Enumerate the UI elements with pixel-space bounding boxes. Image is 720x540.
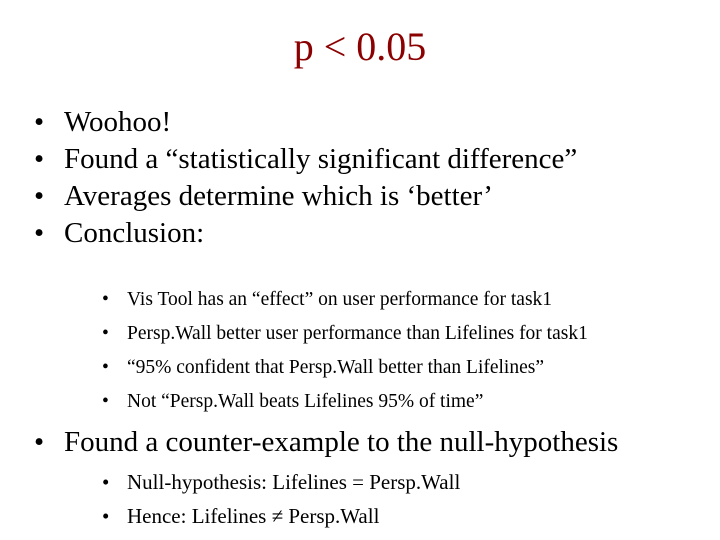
sub-bullet-item	[102, 283, 588, 317]
bullet-icon: •	[102, 323, 109, 344]
bullet-icon: •	[102, 470, 110, 494]
second-bullet-list	[34, 424, 618, 461]
sub-bullet-item	[102, 351, 588, 385]
sub-bullet-item	[102, 385, 588, 419]
bullet-icon: •	[102, 289, 109, 310]
conclusion-sub-list	[102, 283, 588, 419]
main-bullet-text: Woohoo!	[64, 106, 172, 138]
sub-bullet-text: Hence: Lifelines ≠ Persp.Wall	[127, 504, 380, 528]
main-bullet-list	[34, 104, 577, 252]
main-bullet-item	[34, 215, 577, 252]
bullet-icon: •	[34, 217, 45, 249]
bullet-icon: •	[102, 504, 110, 528]
sub-bullet-text: Vis Tool has an “effect” on user performance for task1	[127, 289, 553, 310]
bullet-icon: •	[34, 426, 45, 458]
main-bullet-text: Found a counter-example to the null-hypothesis	[64, 426, 619, 458]
null-hypothesis-sub-list	[102, 465, 460, 533]
sub-bullet-text: Persp.Wall better user performance than Lifelines for task1	[127, 323, 588, 344]
sub-bullet-item	[102, 317, 588, 351]
main-bullet-item	[34, 424, 618, 461]
main-bullet-item	[34, 178, 577, 215]
sub-bullet-text: Not “Persp.Wall beats Lifelines 95% of time”	[127, 391, 484, 412]
sub-bullet-item	[102, 499, 460, 533]
bullet-icon: •	[34, 180, 45, 212]
sub-bullet-text: “95% confident that Persp.Wall better than Lifelines”	[127, 357, 544, 378]
bullet-icon: •	[34, 106, 45, 138]
slide-title: p < 0.05	[293, 24, 427, 69]
bullet-icon: •	[102, 391, 109, 412]
main-bullet-item	[34, 104, 577, 141]
main-bullet-text: Averages determine which is ‘better’	[64, 180, 493, 212]
main-bullet-text: Conclusion:	[64, 217, 205, 249]
sub-bullet-text: Null-hypothesis: Lifelines = Persp.Wall	[127, 470, 461, 494]
bullet-icon: •	[102, 357, 109, 378]
main-bullet-item	[34, 141, 577, 178]
sub-bullet-item	[102, 465, 460, 499]
bullet-icon: •	[34, 143, 45, 175]
main-bullet-text: Found a “statistically significant difference”	[64, 143, 578, 175]
